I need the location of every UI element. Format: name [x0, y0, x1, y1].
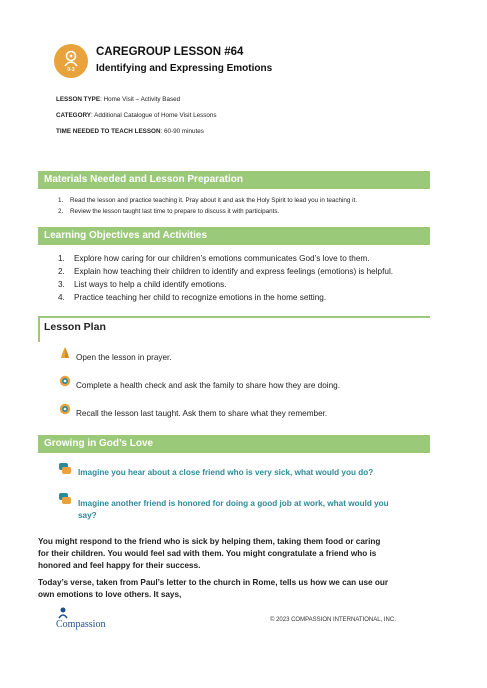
materials-section-header	[38, 171, 430, 189]
list-text: Read the lesson and practice teaching it. Pray about it and ask the Holy Spirit to lead you in teaching it.	[70, 197, 358, 204]
gear-icon	[58, 374, 72, 388]
lesson-plan-heading: Lesson Plan	[44, 321, 106, 333]
body-paragraph	[38, 536, 438, 572]
objective-item	[58, 280, 226, 289]
question-line: Imagine you hear about a close friend who is very sick, what would you do?	[78, 468, 374, 477]
objectives-heading: Learning Objectives and Activities	[44, 230, 208, 241]
list-text: Practice teaching her child to recognize emotions in the home setting.	[74, 293, 327, 302]
gear-icon	[58, 402, 72, 416]
lesson-type-label: LESSON TYPE	[56, 96, 101, 103]
discussion-question	[78, 467, 373, 479]
list-text: Review the lesson taught last time to prepare to discuss it with participants.	[70, 208, 280, 215]
compassion-logo	[55, 604, 125, 632]
list-number: 1.	[58, 254, 65, 263]
category-value: : Additional Catalogue of Home Visit Lessons	[90, 112, 217, 119]
discussion-question	[78, 498, 389, 522]
paragraph-line: Today’s verse, taken from Paul’s letter to the church in Rome, tells us how we can use our	[38, 578, 389, 587]
objective-item	[58, 254, 370, 263]
question-line: say?	[78, 511, 97, 520]
lesson-type	[56, 96, 180, 103]
paragraph-line: own emotions to love others. It says,	[38, 590, 182, 599]
category	[56, 112, 217, 119]
lesson-plan-step: Complete a health check and ask the family to share how they are doing.	[76, 381, 340, 390]
question-line: Imagine another friend is honored for doing a good job at work, what would you	[78, 499, 389, 508]
lesson-plan-step: Open the lesson in prayer.	[76, 353, 172, 362]
objective-item	[58, 267, 393, 276]
objectives-section-header	[38, 227, 430, 245]
copyright: © 2023 COMPASSION INTERNATIONAL, INC.	[270, 617, 396, 623]
list-number: 4.	[58, 293, 65, 302]
page-subtitle: Identifying and Expressing Emotions	[96, 63, 273, 74]
lesson-plan-step: Recall the lesson last taught. Ask them to share what they remember.	[76, 409, 328, 418]
list-number: 3.	[58, 280, 65, 289]
divider	[38, 316, 40, 342]
praying-hands-icon	[58, 346, 72, 360]
speech-bubbles-icon	[58, 492, 72, 506]
category-label: CATEGORY	[56, 112, 91, 119]
materials-item	[58, 197, 357, 204]
list-number: 2.	[58, 267, 65, 276]
lesson-type-value: : Home Visit – Activity Based	[100, 96, 181, 103]
time-label: TIME NEEDED TO TEACH LESSON	[56, 128, 161, 135]
paragraph-line: for their children. You would feel sad with them. You might congratulate a friend who is	[38, 549, 377, 558]
list-text: Explore how caring for our children’s emotions communicates God’s love to them.	[74, 254, 370, 263]
paragraph-line: You might respond to the friend who is sick by helping them, taking them food or caring	[38, 537, 381, 546]
growing-heading: Growing in God’s Love	[44, 438, 154, 449]
list-text: List ways to help a child identify emotions.	[74, 280, 227, 289]
age-range-label: 0-3	[67, 67, 75, 73]
paragraph-line: honored and feel happy for their success.	[38, 561, 201, 570]
time-value: : 60-90 minutes	[160, 128, 204, 135]
body-paragraph	[38, 577, 438, 601]
growing-section-header	[38, 435, 430, 453]
speech-bubbles-icon	[58, 462, 72, 476]
divider	[38, 316, 430, 318]
list-number: 2.	[58, 208, 64, 215]
lesson-logo	[54, 44, 88, 78]
list-number: 1.	[58, 197, 64, 204]
page-title: CAREGROUP LESSON #64	[96, 46, 244, 58]
lesson-plan-section-header	[38, 316, 430, 342]
materials-item	[58, 208, 279, 215]
list-text: Explain how teaching their children to identify and express feelings (emotions) is helpful.	[74, 267, 394, 276]
materials-heading: Materials Needed and Lesson Preparation	[44, 174, 243, 185]
objective-item	[58, 293, 326, 302]
brand-wordmark: Compassion	[56, 619, 106, 630]
time-needed	[56, 128, 204, 135]
